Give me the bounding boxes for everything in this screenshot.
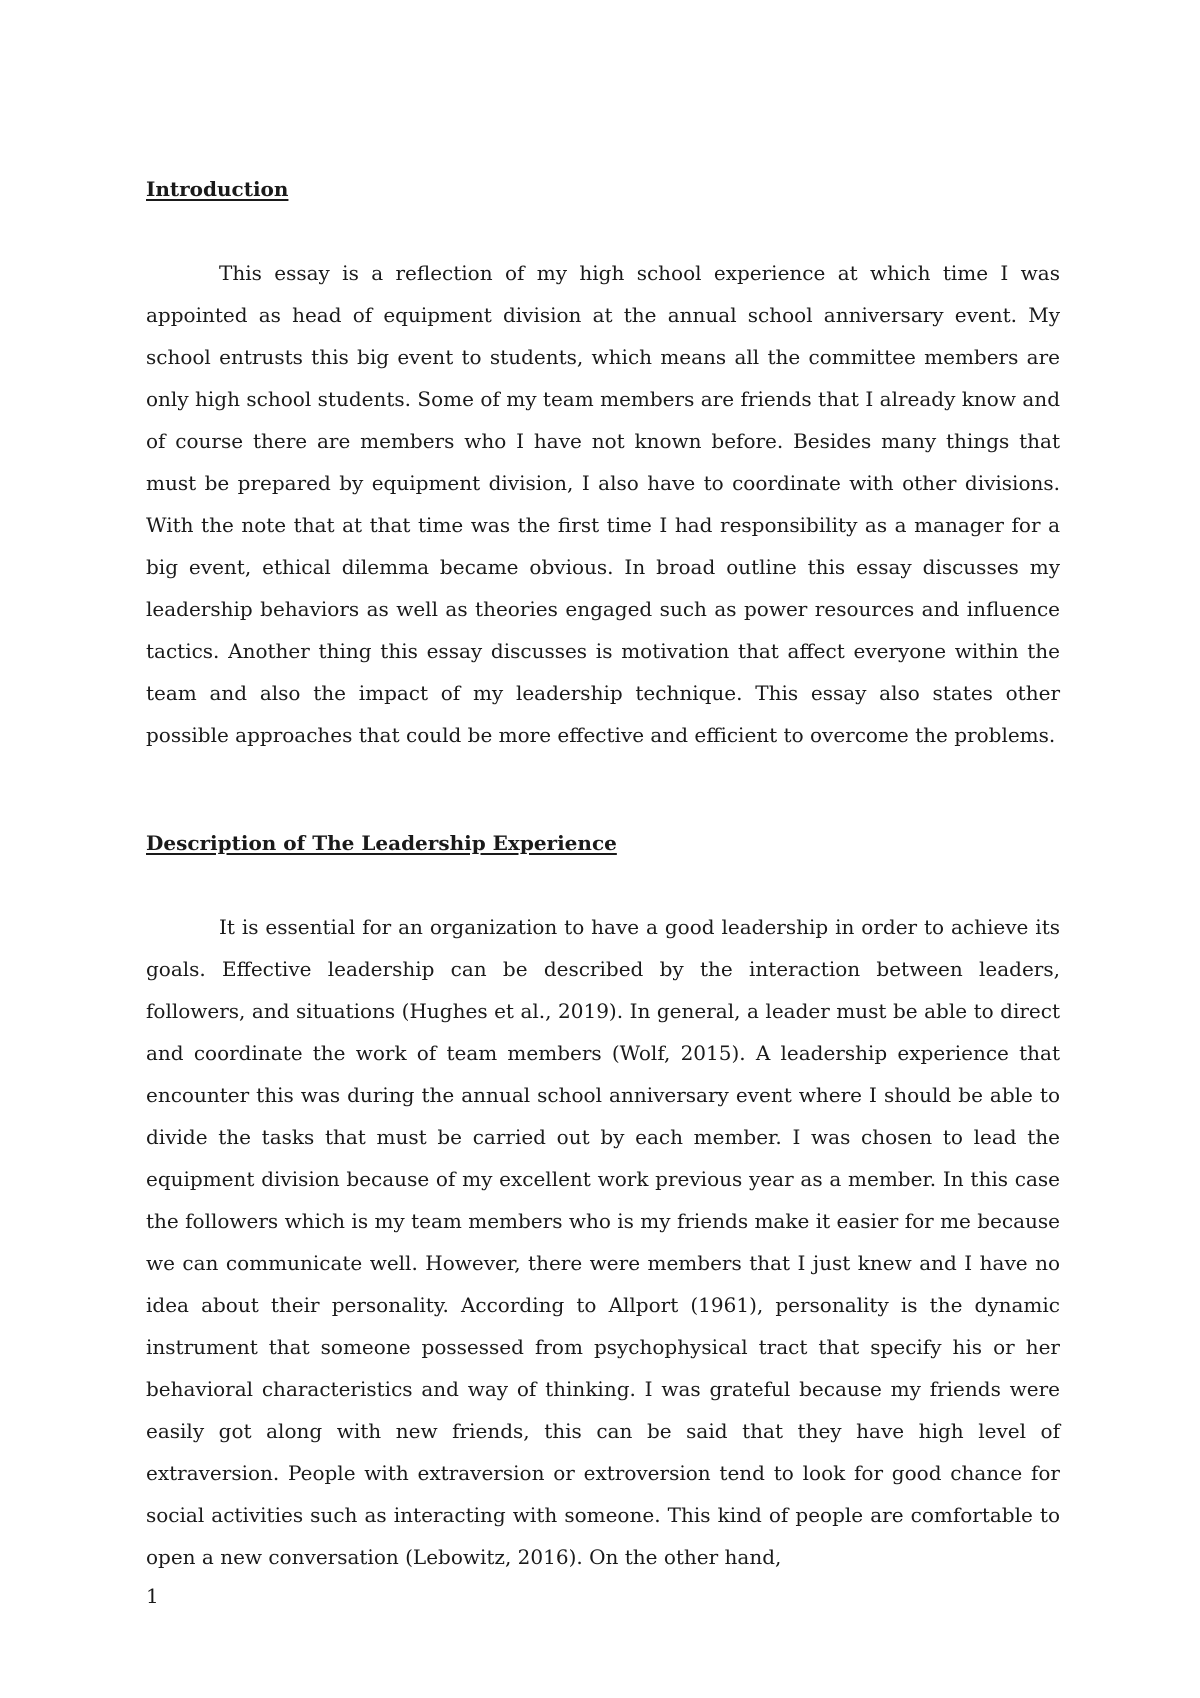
section-heading-leadership-experience: Description of The Leadership Experience [146,831,617,855]
spacer [146,756,1060,822]
spacer [146,210,1060,252]
section-heading-introduction: Introduction [146,177,289,201]
leadership-experience-paragraph: It is essential for an organization to have a good leadership in order to achieve its goals. Effective leadership can be described by the interaction between leaders, followers, and situations (Hughes et al., 2019). In general, a leader must be able to direct and coordinate the work of team members (Wolf, 2015). A leadership experience that encounter this was during the annual school anniversary event where I should be able to divide the tasks that must be carried out by each member. I was chosen to lead the equipment division because of my excellent work previous year as a member. In this case the followers which is my team members who is my friends make it easier for me because we can communicate well. However, there were members that I just knew and I have no idea about their personality. According to Allport (1961), personality is the dynamic instrument that someone possessed from psychophysical tract that specify his or her behavioral characteristics and way of thinking. I was grateful because my friends were easily got along with new friends, this can be said that they have high level of extraversion. People with extraversion or extroversion tend to look for good chance for social activities such as interacting with someone. This kind of people are comfortable to open a new conversation (Lebowitz, 2016). On the other hand, [146,915,1060,1569]
page-number: 1 [146,1584,159,1608]
spacer [146,864,1060,906]
introduction-paragraph: This essay is a reflection of my high school experience at which time I was appointed as head of equipment division at the annual school anniversary event. My school entrusts this big event to students, which means all the committee members are only high school students. Some of my team members are friends that I already know and of course there are members who I have not known before. Besides many things that must be prepared by equipment division, I also have to coordinate with other divisions. With the note that at that time was the first time I had responsibility as a manager for a big event, ethical dilemma became obvious. In broad outline this essay discusses my leadership behaviors as well as theories engaged such as power resources and influence tactics. Another thing this essay discusses is motivation that affect everyone within the team and also the impact of my leadership technique. This essay also states other possible approaches that could be more effective and efficient to overcome the problems. [146,261,1060,747]
page-content [146,168,1060,1578]
